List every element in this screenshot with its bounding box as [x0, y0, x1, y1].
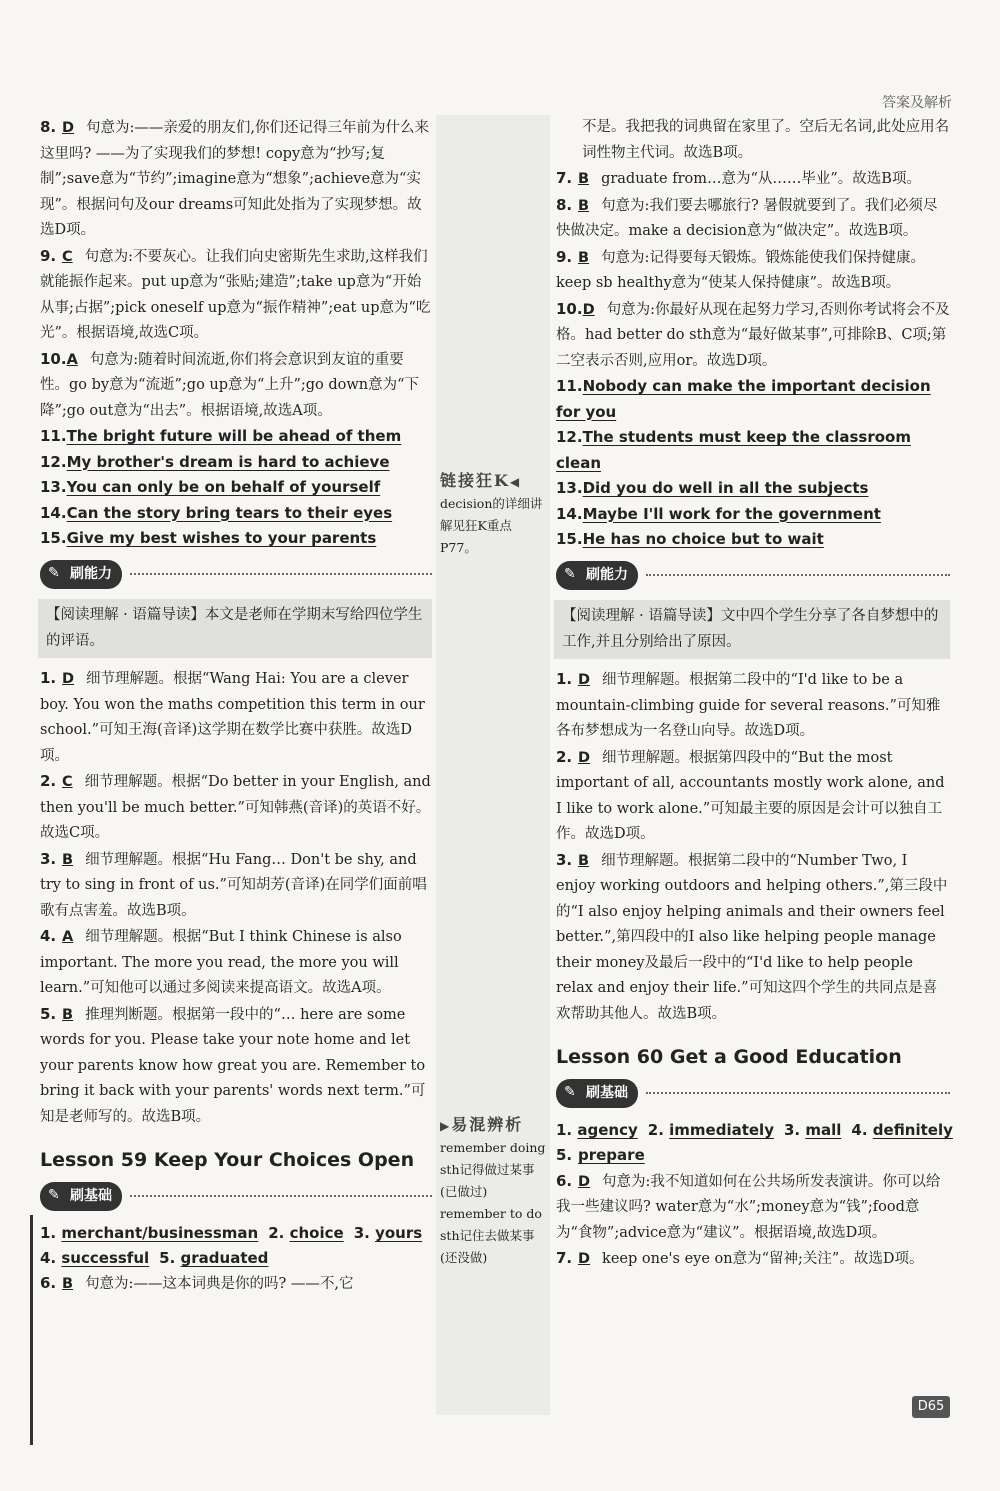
- note-text: decision的详细讲解见狂K重点P77。: [440, 496, 543, 555]
- sentence-answer: 12.The students must keep the classroom clean: [556, 428, 911, 472]
- word-answer: 2. choice: [268, 1224, 344, 1242]
- note-title: 链接狂K◀: [440, 471, 522, 490]
- word-answer: 2. immediately: [647, 1121, 774, 1139]
- answer-item: 3. B 细节理解题。根据“Hu Fang… Don't be shy, and try to sing in front of us.”可知胡芳(音译)在同学们面前唱歌有点害羞。故选B项。: [40, 849, 427, 919]
- answer-item: 1. D 细节理解题。根据第二段中的“I'd like to be a mountain-climbing guide for several reasons.”可知雅各布梦想成为一名登山向导。故选D项。: [556, 670, 941, 739]
- page-number: D65: [912, 1396, 950, 1418]
- answer-item: 3. B 细节理解题。根据第二段中的“Number Two, I enjoy working outdoors and helping others.”,第三段中的“I also enjoy helping animals and their owners feel better.”,第四段中的I also like helping people manage their money及最后一段中的“I'd like to help people relax and enjoy their life.”可知这四个学生的共同点是喜欢帮助其他人。故选B项。: [556, 850, 948, 1022]
- word-answer: 3. mall: [783, 1121, 842, 1139]
- sentence-answer: 15.He has no choice but to wait: [556, 530, 824, 548]
- word-answer: 1. merchant/businessman: [40, 1224, 259, 1242]
- answer-item: 7. D keep one's eye on意为“留神;关注”。故选D项。: [556, 1249, 924, 1267]
- sentence-answer: 11.The bright future will be ahead of them: [40, 427, 402, 445]
- left-column: [40, 115, 432, 1298]
- note-title: ▶易混辨析: [440, 1115, 524, 1134]
- answer-item: 9. B 句意为:记得要每天锻炼。锻炼能使我们保持健康。keep sb healthy意为“使某人保持健康”。故选B项。: [556, 247, 925, 291]
- word-answer: 4. successful: [40, 1249, 150, 1267]
- answer-item: 6. B 句意为:——这本词典是你的吗? ——不,它: [40, 1274, 354, 1292]
- lesson-title: Lesson 60 Get a Good Education: [556, 1046, 902, 1068]
- note-text: remember doing sth记得做过某事(已做过): [440, 1140, 546, 1199]
- answer-item: 1. D 细节理解题。根据“Wang Hai: You are a clever boy. You won the maths competition this term in our school.”可知王海(音译)这学期在数学比赛中获胜。故选D项。: [40, 669, 425, 764]
- badge-skill: ✎ 刷能力: [40, 560, 122, 590]
- badge-basic: ✎ 刷基础: [556, 1079, 638, 1109]
- arrow-icon: ◀: [509, 475, 522, 489]
- section-badge: [40, 1182, 432, 1212]
- sentence-answer: 11.Nobody can make the important decision for you: [556, 377, 931, 421]
- answer-item: 8. D 句意为:——亲爱的朋友们,你们还记得三年前为什么来这里吗? ——为了实现我们的梦想! copy意为“抄写;复制”;save意为“节约”;imagine意为“想象”;achieve意为“实现”。根据问句及our dreams可知此处指为了实现梦想。故选D项。: [40, 118, 430, 238]
- badge-skill: ✎ 刷能力: [556, 561, 638, 591]
- answer-item: 7. B graduate from…意为“从……毕业”。故选B项。: [556, 169, 921, 187]
- reading-guide: 【阅读理解 · 语篇导读】本文是老师在学期末写给四位学生的评语。: [38, 599, 432, 658]
- answer-item: 4. A 细节理解题。根据“But I think Chinese is also important. The more you read, the more you will learn.”可知他可以通过多阅读来提高语文。故选A项。: [40, 927, 402, 996]
- arrow-icon: ▶: [440, 1119, 452, 1133]
- sentence-answer: 12.My brother's dream is hard to achieve: [40, 452, 390, 471]
- answer-item: 10.D 句意为:你最好从现在起努力学习,否则你考试将会不及格。had better do sth意为“最好做某事”,可排除B、C项;第二空表示否则,应用or。故选D项。: [556, 299, 950, 369]
- word-answer: 1. agency: [556, 1121, 638, 1139]
- word-answer: 3. yours: [353, 1224, 423, 1242]
- word-answer: 5. prepare: [556, 1146, 645, 1164]
- badge-basic: ✎ 刷基础: [40, 1182, 122, 1212]
- word-answer: 5. graduated: [159, 1249, 269, 1267]
- continued-text: 不是。我把我的词典留在家里了。空后无名词,此处应用名词性物主代词。故选B项。: [582, 119, 950, 161]
- answer-item: 2. D 细节理解题。根据第四段中的“But the most important of all, accountants mostly work alone, and I like to work alone.”可知最主要的原因是会计可以独自工作。故选D项。: [556, 747, 945, 842]
- reading-guide: 【阅读理解 · 语篇导读】文中四个学生分享了各自梦想中的工作,并且分别给出了原因。: [554, 600, 950, 659]
- sentence-answer: 15.Give my best wishes to your parents: [40, 529, 377, 547]
- sentence-answer: 14.Maybe I'll work for the government: [556, 504, 881, 523]
- answer-item: 5. B 推理判断题。根据第一段中的“… here are some words for you. Please take your note home and let your parents know how great you are. Remember to bring it back with your parents' words next term.”可知是老师写的。故选B项。: [40, 1004, 426, 1125]
- note-text: remember to do sth记住去做某事(还没做): [440, 1206, 542, 1265]
- middle-notes: [440, 470, 548, 1269]
- sentence-answer: 13.You can only be on behalf of yourself: [40, 478, 381, 496]
- right-column: [556, 115, 953, 1273]
- section-badge: [556, 561, 950, 591]
- section-badge: [40, 560, 432, 590]
- answer-item: 9. C 句意为:不要灰心。让我们向史密斯先生求助,这样我们就能振作起来。put up意为“张贴;建造”;take up意为“开始从事;占据”;pick oneself up意为“振作精神”;eat up意为“吃光”。根据语境,故选C项。: [40, 246, 431, 341]
- margin-bar: [30, 1215, 33, 1445]
- answer-item: 8. B 句意为:我们要去哪旅行? 暑假就要到了。我们必须尽快做决定。make a decision意为“做决定”。故选B项。: [556, 195, 938, 239]
- answer-item: 10.A 句意为:随着时间流逝,你们将会意识到友谊的重要性。go by意为“流逝”;go up意为“上升”;go down意为“下降”;go out意为“出去”。根据语境,故选A项。: [40, 349, 420, 419]
- lesson-title: Lesson 59 Keep Your Choices Open: [40, 1149, 415, 1171]
- sentence-answer: 14.Can the story bring tears to their eyes: [40, 503, 393, 522]
- word-answer: 4. definitely: [851, 1121, 953, 1139]
- answer-item: 2. C 细节理解题。根据“Do better in your English, and then you'll be much better.”可知韩燕(音译)的英语不好。故选C项。: [40, 772, 431, 841]
- page-header: 答案及解析: [882, 95, 952, 111]
- section-badge: [556, 1079, 950, 1109]
- sentence-answer: 13.Did you do well in all the subjects: [556, 479, 869, 497]
- answer-item: 6. D 句意为:我不知道如何在公共场所发表演讲。你可以给我一些建议吗? water意为“水”;money意为“钱”;food意为“食物”;advice意为“建议”。根据语境,故选D项。: [556, 1171, 941, 1241]
